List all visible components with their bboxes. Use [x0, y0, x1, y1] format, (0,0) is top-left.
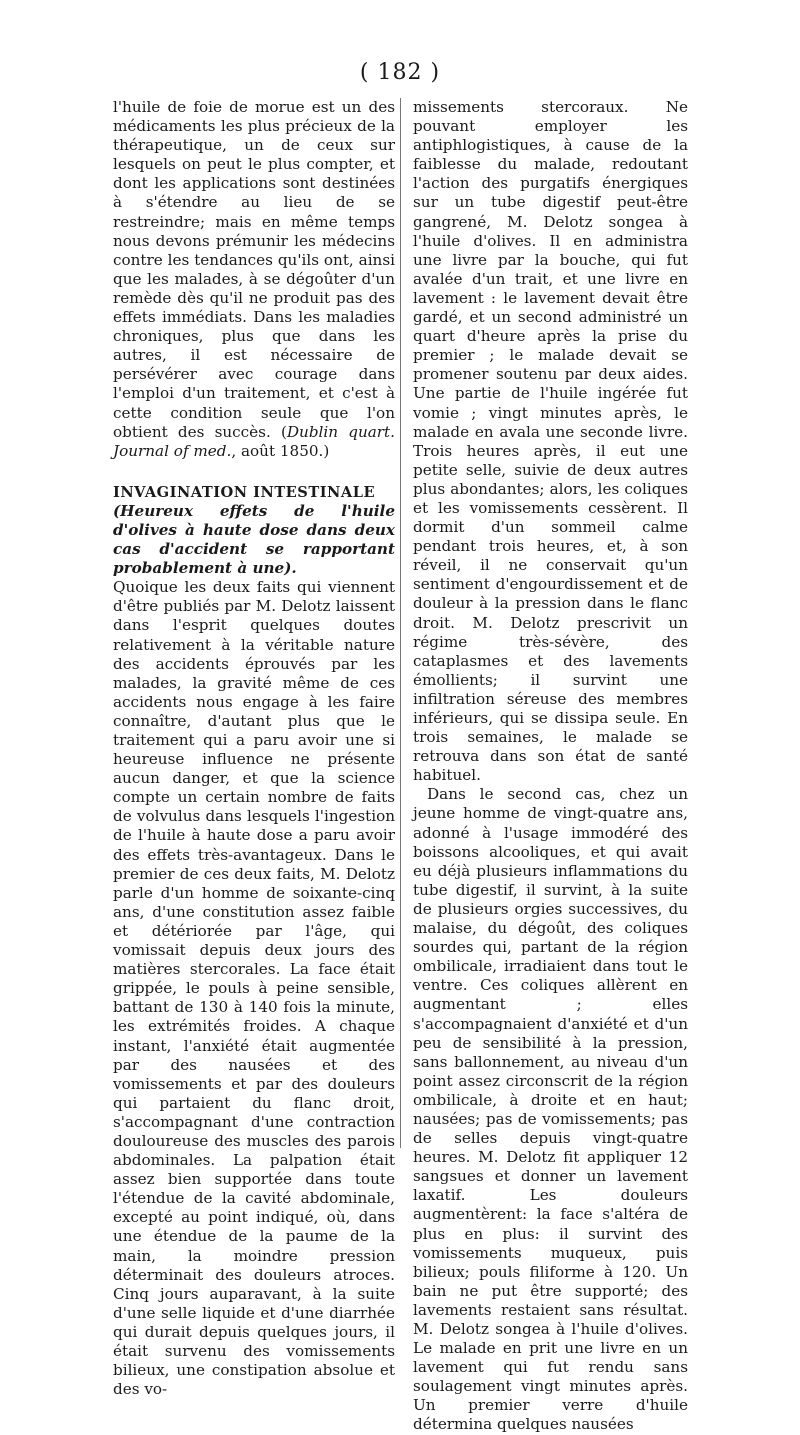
continuation-text: l'huile de foie de morue est un des médicaments les plus précieux de la thérapeutique, un de ceux sur lesquels on peut le plus compter, et dont les applications sont destinées à s'étendre au lieu de se restreindre; mais en même temps nous devons prémunir les médecins contre les tendances qu'ils ont, ainsi que les malades, à se dégoûter d'un remède dès qu'il ne produit pas des effets immédiats. Dans les maladies chroniques, plus que dans les autres, il est nécessaire de persévérer avec courage dans l'emploi d'un traitement, et c'est à cette condition seule que l'on obtient des succès. (: [113, 98, 395, 441]
section-subtitle: (Heureux effets de l'huile d'olives à haute dose dans deux cas d'accident se rapportant probablement à une).: [113, 501, 395, 578]
body-paragraph: Quoique les deux faits qui viennent d'être publiés par M. Delotz laissent dans l'esprit quelques doutes relativement à la véritable nature des accidents éprouvés par les malades, la gravité même de ces accidents nous engage à les faire connaître, d'autant plus que le traitement qui a paru avoir une si heureuse influence ne présente aucun danger, et que la science compte un certain nombre de faits de volvulus dans lesquels l'ingestion de l'huile à haute dose a paru avoir des effets très-avantageux. Dans le premier de ces deux faits, M. Delotz parle d'un homme de soixante-cinq ans, d'une constitution assez faible et détériorée par l'âge, qui vomissait depuis deux jours des matières stercorales. La face était grippée, le pouls à peine sensible, battant de 130 à 140 fois la minute, les extrémités froides. A chaque instant, l'anxiété était augmentée par des nausées et des vomissements et par des douleurs qui partaient du flanc droit, s'accompagnant d'une contraction douloureuse des muscles des parois abdominales. La palpation était assez bien supportée dans toute l'étendue de la cavité abdominale, excepté au point indiqué, où, dans une étendue de la paume de la main, la moindre pression déterminait des douleurs atroces. Cinq jours auparavant, à la suite d'une selle liquide et d'une diarrhée qui durait depuis quelques jours, il était survenu des vomissements bilieux, une constipation absolue et des vo-: [113, 578, 395, 1399]
page-number: ( 182 ): [359, 60, 441, 85]
section-heading: INVAGINATION INTESTINALE: [113, 483, 376, 501]
right-column: [413, 98, 688, 1435]
continuation-paragraph: [113, 98, 395, 461]
column-divider: [400, 98, 401, 1148]
left-column: [113, 98, 395, 1399]
body-paragraph-second-case: Dans le second cas, chez un jeune homme de vingt-quatre ans, adonné à l'usage immodéré des boissons alcooliques, et qui avait eu déjà plusieurs inflammations du tube digestif, il survint, à la suite de plusieurs orgies successives, du malaise, du dégoût, des coliques sourdes qui, partant de la région ombilicale, irradiaient dans tout le ventre. Ces coliques allèrent en augmentant ; elles s'accompagnaient d'anxiété et d'un peu de sensibilité à la pression, sans ballonnement, au niveau d'un point assez circonscrit de la région ombilicale, à droite et en haut; nausées; pas de vomissements; pas de selles depuis vingt-quatre heures. M. Delotz fit appliquer 12 sangsues et donner un lavement laxatif. Les douleurs augmentèrent: la face s'altéra de plus en plus: il survint des vomissements muqueux, puis bilieux; pouls filiforme à 120. Un bain ne put être supporté; des lavements restaient sans résultat. M. Delotz songea à l'huile d'olives. Le malade en prit une livre en un lavement qui fut rendu sans soulagement vingt minutes après. Un premier verre d'huile détermina quelques nausées: [413, 785, 688, 1434]
body-paragraph-continued: missements stercoraux. Ne pouvant employer les antiphlogistiques, à cause de la faiblesse du malade, redoutant l'action des purgatifs énergiques sur un tube digestif peut-être gangrené, M. Delotz songea à l'huile d'olives. Il en administra une livre par la bouche, qui fut avalée d'un trait, et une livre en lavement : le lavement devait être gardé, et un second administré un quart d'heure après la prise du premier ; le malade devait se promener soutenu par deux aides. Une partie de l'huile ingérée fut vomie ; vingt minutes après, le malade en avala une seconde livre. Trois heures après, il eut une petite selle, suivie de deux autres plus abondantes; alors, les coliques et les vomissements cessèrent. Il dormit d'un sommeil calme pendant trois heures, et, à son réveil, il ne conservait qu'un sentiment d'engourdissement et de douleur à la pression dans le flanc droit. M. Delotz prescrivit un régime très-sévère, des cataplasmes et des lavements émollients; il survint une infiltration séreuse des membres inférieurs, qui se dissipa seule. En trois semaines, le malade se retrouva dans son état de santé habituel.: [413, 98, 688, 785]
source-citation: Dublin quart. Journal of med.: [113, 422, 395, 460]
source-date: , août 1850.): [231, 441, 330, 460]
